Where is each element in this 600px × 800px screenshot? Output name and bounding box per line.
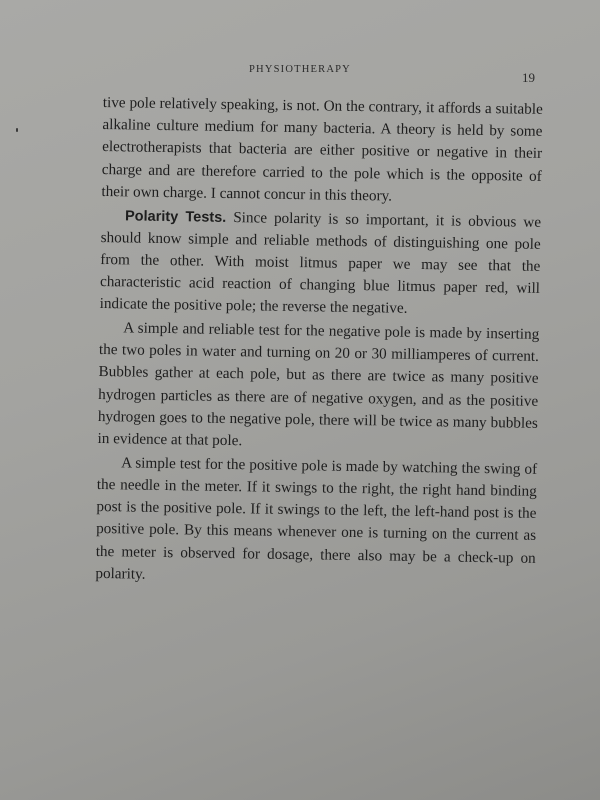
paragraph-negative-pole-test: A simple and reliable test for the negative pole is made by inserting the two poles in water and turning on 20 or 30 milliamperes of current. Bubbles gather at each pole, but as there are twice as many positive hydrogen particles as there are of negative oxygen, and as the positive hydrogen goes to the negative pole, there will be twice as many bubbles in evidence at that pole. — [97, 319, 540, 450]
paragraph-positive-pole-test: A simple test for the positive pole is made by watching the swing of the needle in the meter. If it swings to the right, the right hand binding post is the positive pole. If it swings to the left, the left-hand post is the positive pole. By this means whenever one is turning on the current as the meter is observed for dosage, there also may be a check-up on polarity. — [95, 454, 538, 583]
paragraph-continued: tive pole relatively speaking, is not. On the contrary, it affords a suitable alkaline culture medium for many bacteria. A theory is held by some electrotherapists that bacteria are either positive or negative in their charge and are therefore carried to the pole which is the opposite of their own charge. I cannot concur in this theory. — [101, 93, 543, 205]
paragraph-text: Since polarity is so important, it is obvious we should know simple and reliable methods of distinguishing one pole from the other. With moist litmus paper we may see that the characteristic acid reaction of changing blue litmus paper red, will indicate the positive pole; the reverse the negative. — [99, 208, 542, 318]
running-head: PHYSIOTHERAPY — [249, 64, 351, 75]
paragraph-polarity-tests — [99, 205, 541, 323]
page-speck — [16, 128, 18, 132]
page-number: 19 — [522, 70, 535, 85]
body-text — [95, 92, 543, 593]
section-heading: Polarity Tests. — [124, 207, 227, 226]
